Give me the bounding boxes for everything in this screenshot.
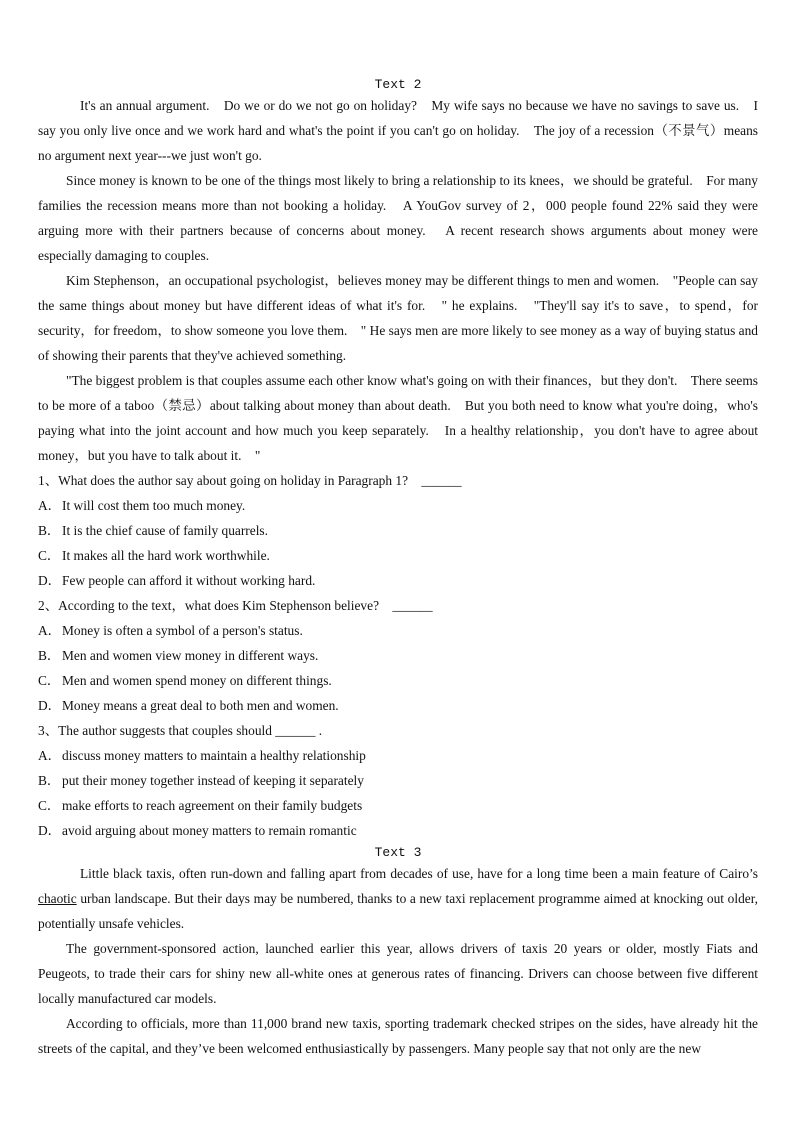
question-3-option-c xyxy=(38,793,758,818)
option-letter: C． xyxy=(38,798,61,813)
option-text: Money means a great deal to both men and women. xyxy=(62,698,339,713)
option-text: Men and women spend money on different things. xyxy=(62,673,332,688)
option-text: Few people can afford it without working hard. xyxy=(62,573,316,588)
option-letter: B． xyxy=(38,648,61,663)
question-2-option-d xyxy=(38,693,758,718)
question-1-option-c xyxy=(38,543,758,568)
question-2-option-a xyxy=(38,618,758,643)
text3-p1-after: urban landscape. But their days may be numbered, thanks to a new taxi replacement programme aimed at knocking out older, potentially unsafe vehicles. xyxy=(38,891,758,931)
option-letter: C． xyxy=(38,673,61,688)
option-letter: D． xyxy=(38,573,62,588)
underlined-word: chaotic xyxy=(38,891,77,906)
option-text: It makes all the hard work worthwhile. xyxy=(62,548,270,563)
option-text: put their money together instead of keeping it separately xyxy=(62,773,364,788)
text2-paragraph-4: "The biggest problem is that couples assume each other know what's going on with their finances，but they don't. There seems to be more of a taboo（禁忌）about talking about money than about death. But you both need to know what you're doing，who's paying what into the joint account and how much you keep separately. In a healthy relationship，you don't have to agree about money，but you have to talk about it. " xyxy=(38,373,758,463)
document-page xyxy=(38,77,758,1061)
option-text: Men and women view money in different ways. xyxy=(62,648,319,663)
text2-paragraph-1: It's an annual argument. Do we or do we not go on holiday? My wife says no because we have no savings to save us. I say you only live once and we work hard and what's the point if you can't go on holiday. The joy of a recession（不景气）means no argument next year---we just won't go. xyxy=(38,98,758,163)
question-2-option-b xyxy=(38,643,758,668)
question-2-option-c xyxy=(38,668,758,693)
question-2-stem: 2、According to the text，what does Kim Stephenson believe? ______ xyxy=(38,598,433,613)
text3-paragraph-1 xyxy=(38,861,758,936)
question-1-option-b xyxy=(38,518,758,543)
question-3-option-b xyxy=(38,768,758,793)
option-letter: A． xyxy=(38,623,62,638)
option-letter: B． xyxy=(38,773,61,788)
option-letter: D． xyxy=(38,698,62,713)
question-3-stem: 3、The author suggests that couples should ______ . xyxy=(38,723,323,738)
question-1-option-d xyxy=(38,568,758,593)
option-letter: D． xyxy=(38,823,62,838)
option-text: discuss money matters to maintain a healthy relationship xyxy=(62,748,366,763)
text2-paragraph-2: Since money is known to be one of the things most likely to bring a relationship to its knees，we should be grateful. For many families the recession means more than not booking a holiday. A YouGov survey of 2，000 people found 22% said they were arguing more with their partners because of concerns about money. A recent research shows arguments about money were especially damaging to couples. xyxy=(38,173,758,263)
text3-paragraph-2: The government-sponsored action, launched earlier this year, allows drivers of taxis 20 years or older, mostly Fiats and Peugeots, to trade their cars for shiny new all-white ones at generous rates of financing. Drivers can choose between five different locally manufactured car models. xyxy=(38,941,758,1006)
option-text: It will cost them too much money. xyxy=(62,498,246,513)
option-text: avoid arguing about money matters to remain romantic xyxy=(62,823,357,838)
text2-title: Text 2 xyxy=(374,77,422,92)
text3-p1-before: Little black taxis, often run-down and falling apart from decades of use, have for a long time been a main feature of Cairo’s xyxy=(80,866,758,881)
option-letter: C． xyxy=(38,548,61,563)
option-letter: A． xyxy=(38,498,62,513)
option-text: It is the chief cause of family quarrels. xyxy=(62,523,268,538)
question-1-option-a xyxy=(38,493,758,518)
text2-paragraph-3: Kim Stephenson，an occupational psychologist，believes money may be different things to men and women. "People can say the same things about money but have different ideas of what it's for. " he explains. "They'll say it's to save，to spend，for security，for freedom，to show someone you love them. " He says men are more likely to see money as a way of buying status and of showing their parents that they've achieved something. xyxy=(38,273,758,363)
text3-title: Text 3 xyxy=(374,845,422,860)
option-text: Money is often a symbol of a person's status. xyxy=(62,623,303,638)
question-3-option-d xyxy=(38,818,758,843)
question-1-stem: 1、What does the author say about going on holiday in Paragraph 1? ______ xyxy=(38,473,462,488)
question-3-option-a xyxy=(38,743,758,768)
option-text: make efforts to reach agreement on their family budgets xyxy=(62,798,363,813)
text3-paragraph-3: According to officials, more than 11,000 brand new taxis, sporting trademark checked stripes on the sides, have already hit the streets of the capital, and they’ve been welcomed enthusiastically by passengers. Many people say that not only are the new xyxy=(38,1016,758,1056)
option-letter: B． xyxy=(38,523,61,538)
option-letter: A． xyxy=(38,748,62,763)
